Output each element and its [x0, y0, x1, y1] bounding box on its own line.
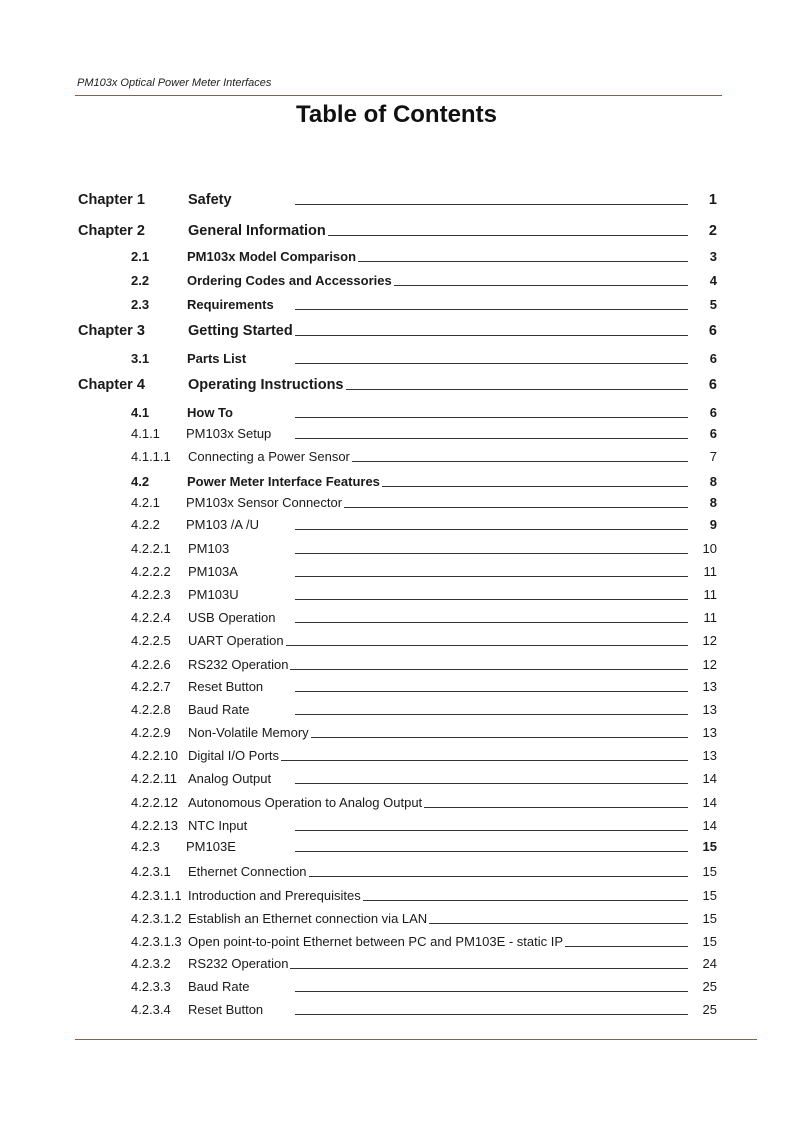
toc-entry-number: 4.2.3.1.3 — [131, 934, 182, 949]
toc-entry-number: 4.2.3.3 — [131, 979, 171, 994]
toc-entry-title: PM103A — [188, 564, 238, 579]
toc-entry-number: 4.1.1 — [131, 426, 160, 441]
toc-entry-page: 12 — [702, 657, 717, 672]
toc-entry-page: 15 — [702, 934, 717, 949]
toc-leader-line — [429, 923, 688, 924]
toc-leader-line — [295, 309, 688, 310]
toc-leader-line — [394, 285, 688, 286]
toc-entry-title: Getting Started — [188, 323, 293, 339]
toc-entry[interactable] — [0, 375, 793, 395]
toc-leader-line — [295, 335, 688, 336]
toc-entry-number: 4.2.3 — [131, 839, 160, 854]
toc-entry-title: General Information — [188, 223, 326, 239]
toc-entry[interactable] — [0, 909, 793, 929]
toc-entry-title: PM103U — [188, 587, 239, 602]
toc-leader-line — [295, 529, 688, 530]
toc-entry-number: 4.1.1.1 — [131, 449, 171, 464]
toc-entry-number: Chapter 1 — [78, 192, 145, 208]
toc-entry-number: 4.2.2.3 — [131, 587, 171, 602]
toc-entry[interactable] — [0, 932, 793, 952]
toc-entry[interactable] — [0, 608, 793, 628]
toc-entry-page: 11 — [703, 564, 717, 579]
toc-entry-page: 8 — [709, 474, 717, 489]
toc-entry-number: 4.2.2 — [131, 517, 160, 532]
toc-entry-title: Connecting a Power Sensor — [188, 449, 350, 464]
toc-leader-line — [295, 553, 688, 554]
toc-entry[interactable] — [0, 190, 793, 210]
toc-entry[interactable] — [0, 655, 793, 675]
toc-entry-page: 5 — [709, 297, 717, 312]
toc-leader-line — [295, 691, 688, 692]
toc-entry-title: UART Operation — [188, 633, 284, 648]
toc-entry[interactable] — [0, 321, 793, 341]
toc-entry-number: 4.2.3.2 — [131, 956, 171, 971]
toc-entry-title: Open point-to-point Ethernet between PC and PM103E - static IP — [188, 934, 564, 949]
toc-entry[interactable] — [0, 723, 793, 743]
toc-entry-title: Introduction and Prerequisites — [188, 888, 361, 903]
toc-entry-title: Reset Button — [188, 1002, 264, 1017]
toc-entry-page: 6 — [708, 377, 717, 393]
toc-entry-page: 14 — [702, 795, 717, 810]
toc-entry-title: PM103x Sensor Connector — [186, 495, 343, 510]
toc-entry-page: 11 — [703, 610, 717, 625]
toc-entry[interactable] — [0, 677, 793, 697]
toc-entry-number: 2.3 — [131, 297, 150, 312]
toc-entry-number: 4.2.2.4 — [131, 610, 171, 625]
toc-entry[interactable] — [0, 447, 793, 467]
toc-leader-line — [328, 235, 688, 236]
toc-entry[interactable] — [0, 221, 793, 241]
toc-leader-line — [358, 261, 688, 262]
toc-entry-page: 11 — [703, 587, 717, 602]
toc-leader-line — [295, 576, 688, 577]
toc-entry-number: 4.2.2.11 — [131, 771, 178, 786]
toc-entry[interactable] — [0, 271, 793, 291]
toc-entry-title: PM103x Setup — [186, 426, 272, 441]
toc-entry-title: How To — [187, 405, 233, 420]
toc-leader-line — [295, 204, 688, 205]
toc-entry-page: 2 — [708, 223, 717, 239]
toc-entry-number: 4.2 — [131, 474, 150, 489]
toc-entry[interactable] — [0, 837, 793, 857]
toc-entry-page: 4 — [709, 273, 717, 288]
toc-leader-line — [295, 438, 688, 439]
toc-entry-title: PM103 /A /U — [186, 517, 259, 532]
toc-entry[interactable] — [0, 886, 793, 906]
toc-leader-line — [295, 991, 688, 992]
toc-leader-line — [281, 760, 688, 761]
toc-entry-page: 3 — [709, 249, 717, 264]
toc-leader-line — [295, 783, 688, 784]
toc-entry[interactable] — [0, 493, 793, 513]
toc-entry-page: 14 — [702, 818, 717, 833]
toc-entry-title: Parts List — [187, 351, 247, 366]
running-header: PM103x Optical Power Meter Interfaces — [77, 77, 272, 89]
toc-leader-line — [295, 599, 688, 600]
toc-entry-page: 14 — [702, 771, 717, 786]
toc-entry-title: Ethernet Connection — [188, 864, 307, 879]
toc-entry-title: Baud Rate — [188, 702, 250, 717]
toc-entry-number: 2.1 — [131, 249, 150, 264]
toc-entry-page: 8 — [709, 495, 717, 510]
toc-leader-line — [295, 417, 688, 418]
toc-entry-title: Requirements — [187, 297, 274, 312]
toc-leader-line — [290, 968, 688, 969]
toc-entry-number: 4.2.2.10 — [131, 748, 178, 763]
toc-entry-title: PM103 — [188, 541, 230, 556]
toc-entry[interactable] — [0, 700, 793, 720]
toc-leader-line — [290, 669, 688, 670]
toc-entry-page: 15 — [702, 864, 717, 879]
toc-entry-number: 4.2.3.1.1 — [131, 888, 182, 903]
toc-entry-title: NTC Input — [188, 818, 248, 833]
toc-leader-line — [309, 876, 688, 877]
toc-leader-line — [311, 737, 688, 738]
toc-entry[interactable] — [0, 746, 793, 766]
toc-entry-number: 4.2.2.5 — [131, 633, 171, 648]
toc-entry-number: 4.2.2.13 — [131, 818, 178, 833]
toc-leader-line — [295, 622, 688, 623]
toc-entry-title: Operating Instructions — [188, 377, 344, 393]
toc-leader-line — [424, 807, 688, 808]
toc-entry[interactable] — [0, 769, 793, 789]
toc-entry-page: 15 — [702, 888, 717, 903]
toc-entry-page: 25 — [702, 1002, 717, 1017]
toc-entry-page: 15 — [702, 911, 717, 926]
toc-entry-title: Non-Volatile Memory — [188, 725, 309, 740]
toc-entry-number: 4.2.1 — [131, 495, 160, 510]
toc-entry-number: Chapter 4 — [78, 377, 145, 393]
header-rule — [75, 95, 722, 96]
toc-entry-number: 2.2 — [131, 273, 150, 288]
toc-entry-number: 4.2.2.9 — [131, 725, 171, 740]
toc-entry-title: RS232 Operation — [188, 956, 289, 971]
toc-entry-number: Chapter 3 — [78, 323, 145, 339]
toc-entry-page: 25 — [702, 979, 717, 994]
toc-entry[interactable] — [0, 562, 793, 582]
toc-entry-page: 15 — [702, 839, 717, 854]
toc-entry[interactable] — [0, 862, 793, 882]
toc-entry-title: Reset Button — [188, 679, 264, 694]
page-title: Table of Contents — [296, 101, 497, 128]
toc-entry-number: 4.2.2.12 — [131, 795, 178, 810]
toc-entry-title: RS232 Operation — [188, 657, 289, 672]
toc-entry-number: 4.2.2.2 — [131, 564, 171, 579]
toc-entry-title: Baud Rate — [188, 979, 250, 994]
toc-entry-number: 3.1 — [131, 351, 150, 366]
toc-leader-line — [295, 714, 688, 715]
toc-leader-line — [382, 486, 688, 487]
toc-leader-line — [295, 830, 688, 831]
toc-entry[interactable] — [0, 349, 793, 369]
toc-entry-page: 13 — [702, 725, 717, 740]
toc-entry[interactable] — [0, 977, 793, 997]
toc-entry-title: Autonomous Operation to Analog Output — [188, 795, 423, 810]
toc-entry[interactable] — [0, 1000, 793, 1020]
toc-entry-number: 4.2.3.4 — [131, 1002, 171, 1017]
toc-entry-title: Power Meter Interface Features — [187, 474, 380, 489]
toc-entry-title: PM103E — [186, 839, 236, 854]
toc-entry-number: 4.2.2.7 — [131, 679, 171, 694]
toc-entry-page: 13 — [702, 702, 717, 717]
toc-entry[interactable] — [0, 816, 793, 836]
toc-entry-number: 4.1 — [131, 405, 150, 420]
toc-entry[interactable] — [0, 954, 793, 974]
toc-entry[interactable] — [0, 424, 793, 444]
toc-entry-page: 6 — [708, 323, 717, 339]
toc-entry-number: 4.2.3.1.2 — [131, 911, 182, 926]
toc-leader-line — [352, 461, 688, 462]
toc-entry[interactable] — [0, 295, 793, 315]
toc-leader-line — [346, 389, 689, 390]
toc-entry-page: 7 — [709, 449, 717, 464]
toc-entry-title: Ordering Codes and Accessories — [187, 273, 392, 288]
toc-entry-title: Digital I/O Ports — [188, 748, 280, 763]
toc-entry-number: 4.2.3.1 — [131, 864, 171, 879]
toc-entry-title: PM103x Model Comparison — [187, 249, 357, 264]
toc-entry[interactable] — [0, 515, 793, 535]
toc-entry-page: 13 — [702, 748, 717, 763]
toc-entry-number: 4.2.2.6 — [131, 657, 171, 672]
toc-leader-line — [295, 363, 688, 364]
toc-entry-number: 4.2.2.1 — [131, 541, 171, 556]
toc-entry-title: Analog Output — [188, 771, 272, 786]
toc-entry[interactable] — [0, 585, 793, 605]
toc-entry-number: 4.2.2.8 — [131, 702, 171, 717]
toc-entry[interactable] — [0, 247, 793, 267]
footer-rule — [75, 1039, 757, 1040]
toc-entry[interactable] — [0, 793, 793, 813]
toc-entry-page: 13 — [702, 679, 717, 694]
toc-leader-line — [295, 1014, 688, 1015]
toc-entry-page: 10 — [702, 541, 717, 556]
toc-entry-page: 6 — [709, 405, 717, 420]
toc-leader-line — [565, 946, 688, 947]
toc-leader-line — [363, 900, 688, 901]
toc-entry[interactable] — [0, 403, 793, 423]
toc-entry[interactable] — [0, 631, 793, 651]
toc-entry-page: 24 — [702, 956, 717, 971]
toc-entry-page: 6 — [709, 351, 717, 366]
toc-entry-page: 6 — [709, 426, 717, 441]
toc-leader-line — [286, 645, 688, 646]
toc-entry-title: Safety — [188, 192, 232, 208]
toc-entry[interactable] — [0, 472, 793, 492]
toc-entry-page: 1 — [708, 192, 717, 208]
toc-entry[interactable] — [0, 539, 793, 559]
toc-entry-title: USB Operation — [188, 610, 276, 625]
toc-entry-title: Establish an Ethernet connection via LAN — [188, 911, 428, 926]
toc-leader-line — [295, 851, 688, 852]
toc-leader-line — [344, 507, 688, 508]
toc-entry-number: Chapter 2 — [78, 223, 145, 239]
toc-entry-page: 9 — [709, 517, 717, 532]
toc-entry-page: 12 — [702, 633, 717, 648]
